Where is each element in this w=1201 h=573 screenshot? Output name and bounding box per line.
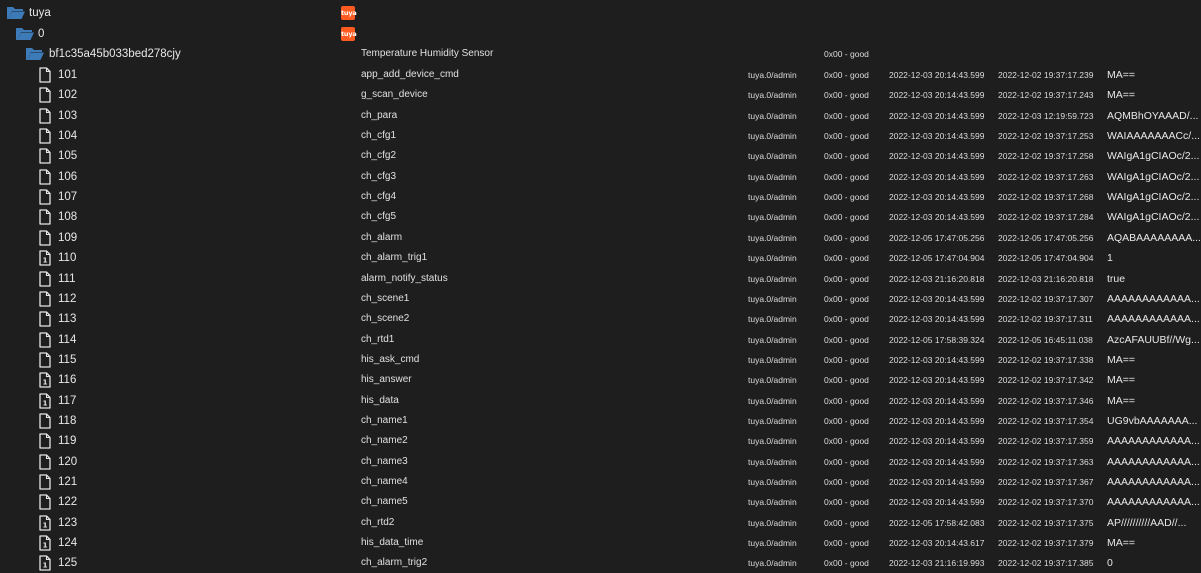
state-role: tuya.0/admin (748, 558, 797, 568)
tree-row-state[interactable] (0, 330, 1200, 350)
state-timestamp: 2022-12-03 20:14:43.599 (889, 131, 985, 141)
state-role: tuya.0/admin (748, 355, 797, 365)
state-last-change: 2022-12-02 19:37:17.263 (998, 172, 1094, 182)
file-icon (35, 207, 55, 227)
node-description: Temperature Humidity Sensor (361, 48, 494, 59)
state-quality: 0x00 - good (824, 457, 869, 467)
tree-row-state[interactable] (0, 65, 1200, 85)
tree-row-state[interactable] (0, 207, 1200, 227)
state-id: 125 (58, 557, 78, 569)
node-label: bf1c35a45b033bed278cjy (49, 48, 181, 60)
state-timestamp: 2022-12-03 20:14:43.599 (889, 436, 985, 446)
state-last-change: 2022-12-02 19:37:17.367 (998, 477, 1094, 487)
state-name: ch_cfg1 (361, 130, 397, 141)
state-value[interactable]: AzcAFAUUBf//Wg... (1107, 334, 1200, 346)
state-timestamp: 2022-12-03 20:14:43.599 (889, 375, 985, 385)
state-last-change: 2022-12-02 19:37:17.311 (998, 314, 1093, 324)
state-role: tuya.0/admin (748, 416, 797, 426)
svg-text:1: 1 (42, 399, 48, 408)
tree-row-state[interactable] (0, 126, 1200, 146)
state-value[interactable]: AAAAAAAAAAAA... (1107, 313, 1200, 325)
file-icon (35, 309, 55, 329)
state-timestamp: 2022-12-05 17:47:05.256 (889, 233, 985, 243)
state-value[interactable]: AP//////////AAD//... (1107, 517, 1187, 529)
number-file-icon (35, 513, 55, 533)
state-role: tuya.0/admin (748, 518, 797, 528)
state-quality: 0x00 - good (824, 172, 869, 182)
state-timestamp: 2022-12-03 20:14:43.617 (889, 538, 985, 548)
tree-row-instance[interactable] (0, 24, 1200, 44)
state-quality: 0x00 - good (824, 314, 869, 324)
state-name: ch_cfg4 (361, 191, 397, 202)
state-name: ch_cfg5 (361, 211, 397, 222)
tree-row-state[interactable] (0, 431, 1200, 451)
state-quality: 0x00 - good (824, 375, 869, 385)
node-label: 0 (38, 28, 45, 40)
file-icon (35, 126, 55, 146)
state-quality: 0x00 - good (824, 355, 869, 365)
tree-row-state[interactable] (0, 370, 1200, 390)
state-timestamp: 2022-12-03 20:14:43.599 (889, 477, 985, 487)
state-quality: 0x00 - good (824, 131, 869, 141)
state-name: ch_cfg2 (361, 150, 397, 161)
file-icon (35, 289, 55, 309)
state-role: tuya.0/admin (748, 131, 797, 141)
state-quality: 0x00 - good (824, 335, 869, 345)
state-last-change: 2022-12-02 19:37:17.385 (998, 558, 1094, 568)
svg-text:1: 1 (42, 561, 48, 570)
state-id: 106 (58, 171, 78, 183)
file-icon (35, 492, 55, 512)
tree-row-state[interactable] (0, 187, 1200, 207)
state-role: tuya.0/admin (748, 375, 797, 385)
state-last-change: 2022-12-02 19:37:17.307 (998, 294, 1094, 304)
file-icon (35, 228, 55, 248)
state-name: ch_scene1 (361, 293, 410, 304)
state-name: ch_name3 (361, 456, 408, 467)
file-icon (35, 187, 55, 207)
state-last-change: 2022-12-02 19:37:17.342 (998, 375, 1094, 385)
tree-row-state[interactable] (0, 472, 1200, 492)
state-value[interactable]: WAIgA1gCIAOc/2... (1107, 211, 1200, 223)
state-last-change: 2022-12-02 19:37:17.253 (998, 131, 1094, 141)
tree-row-state[interactable] (0, 513, 1200, 533)
folder-open-icon[interactable] (6, 3, 26, 23)
state-last-change: 2022-12-02 19:37:17.258 (998, 151, 1094, 161)
state-quality: 0x00 - good (824, 416, 869, 426)
state-timestamp: 2022-12-05 17:58:39.324 (889, 335, 985, 345)
tuya-logo-icon: tuya (341, 6, 355, 20)
state-value[interactable]: MA== (1107, 89, 1136, 101)
state-id: 103 (58, 110, 78, 122)
state-name: ch_rtd2 (361, 517, 395, 528)
state-timestamp: 2022-12-03 21:16:20.818 (889, 274, 985, 284)
state-id: 108 (58, 211, 78, 223)
tree-row-state[interactable] (0, 391, 1200, 411)
state-value[interactable]: MA== (1107, 537, 1136, 549)
tree-row-state[interactable] (0, 350, 1200, 370)
state-role: tuya.0/admin (748, 314, 797, 324)
state-timestamp: 2022-12-03 20:14:43.599 (889, 151, 985, 161)
state-quality: 0x00 - good (824, 396, 869, 406)
state-id: 113 (58, 313, 77, 325)
state-name: ch_name5 (361, 496, 408, 507)
state-id: 120 (58, 456, 78, 468)
state-id: 102 (58, 89, 78, 101)
state-name: ch_name2 (361, 435, 408, 446)
state-value[interactable]: AAAAAAAAAAAA... (1107, 293, 1200, 305)
state-id: 109 (58, 232, 78, 244)
tree-row-state[interactable] (0, 492, 1200, 512)
state-last-change: 2022-12-02 19:37:17.346 (998, 396, 1094, 406)
state-role: tuya.0/admin (748, 294, 797, 304)
state-role: tuya.0/admin (748, 436, 797, 446)
state-id: 123 (58, 517, 78, 529)
state-id: 121 (58, 476, 78, 488)
tree-row-state[interactable] (0, 309, 1200, 329)
state-name: alarm_notify_status (361, 273, 448, 284)
state-name: ch_alarm_trig2 (361, 557, 428, 568)
state-last-change: 2022-12-02 19:37:17.359 (998, 436, 1094, 446)
state-last-change: 2022-12-05 17:47:04.904 (998, 253, 1094, 263)
state-name: ch_name4 (361, 476, 408, 487)
state-role: tuya.0/admin (748, 335, 797, 345)
tree-row-state[interactable] (0, 452, 1200, 472)
svg-text:1: 1 (42, 378, 48, 387)
state-timestamp: 2022-12-03 20:14:43.599 (889, 294, 985, 304)
number-file-icon (35, 248, 55, 268)
state-quality: 0x00 - good (824, 233, 869, 243)
state-value[interactable]: MA== (1107, 395, 1136, 407)
state-last-change: 2022-12-02 19:37:17.268 (998, 192, 1094, 202)
state-id: 112 (58, 293, 77, 305)
state-value[interactable]: AAAAAAAAAAAA... (1107, 435, 1200, 447)
state-quality: 0x00 - good (824, 70, 869, 80)
state-timestamp: 2022-12-03 20:14:43.599 (889, 416, 985, 426)
state-name: ch_rtd1 (361, 334, 395, 345)
number-file-icon (35, 553, 55, 573)
state-quality: 0x00 - good (824, 538, 869, 548)
state-value[interactable]: UG9vbAAAAAAA... (1107, 415, 1198, 427)
tree-row-state[interactable] (0, 146, 1200, 166)
state-value[interactable]: AAAAAAAAAAAA... (1107, 456, 1200, 468)
state-value[interactable]: WAIAAAAAAACc/... (1107, 130, 1200, 142)
state-quality: 0x00 - good (824, 436, 869, 446)
state-quality: 0x00 - good (824, 253, 869, 263)
file-icon (35, 65, 55, 85)
state-role: tuya.0/admin (748, 497, 797, 507)
state-value[interactable]: MA== (1107, 354, 1136, 366)
state-quality: 0x00 - good (824, 477, 869, 487)
tree-row-state[interactable] (0, 85, 1200, 105)
state-id: 110 (58, 252, 77, 264)
state-name: ch_alarm (361, 232, 403, 243)
state-last-change: 2022-12-02 19:37:17.375 (998, 518, 1094, 528)
state-value[interactable]: 1 (1107, 252, 1113, 264)
tree-row-state[interactable] (0, 553, 1200, 573)
state-value[interactable]: WAIgA1gCIAOc/2... (1107, 171, 1200, 183)
state-timestamp: 2022-12-03 20:14:43.599 (889, 70, 985, 80)
file-icon (35, 431, 55, 451)
file-icon (35, 330, 55, 350)
state-value[interactable]: WAIgA1gCIAOc/2... (1107, 191, 1200, 203)
state-name: ch_cfg3 (361, 171, 397, 182)
state-role: tuya.0/admin (748, 396, 797, 406)
state-role: tuya.0/admin (748, 212, 797, 222)
svg-text:1: 1 (42, 541, 48, 550)
tree-row-state[interactable] (0, 248, 1200, 268)
file-icon (35, 167, 55, 187)
state-last-change: 2022-12-03 21:16:20.818 (998, 274, 1094, 284)
state-quality: 0x00 - good (824, 151, 869, 161)
state-role: tuya.0/admin (748, 457, 797, 467)
state-name: ch_name1 (361, 415, 408, 426)
state-quality: 0x00 - good (824, 497, 869, 507)
state-name: his_answer (361, 374, 412, 385)
state-value[interactable]: AQABAAAAAAAA... (1107, 232, 1201, 244)
state-role: tuya.0/admin (748, 151, 797, 161)
state-role: tuya.0/admin (748, 111, 797, 121)
state-timestamp: 2022-12-03 20:14:43.599 (889, 497, 985, 507)
state-last-change: 2022-12-05 16:45:11.038 (998, 335, 1093, 345)
state-last-change: 2022-12-02 19:37:17.284 (998, 212, 1094, 222)
state-value[interactable]: AQMBhOYAAAD/... (1107, 110, 1199, 122)
state-quality: 0x00 - good (824, 274, 869, 284)
state-timestamp: 2022-12-03 20:14:43.599 (889, 192, 985, 202)
state-id: 114 (58, 334, 77, 346)
state-id: 122 (58, 496, 78, 508)
tree-row-adapter[interactable] (0, 3, 1200, 23)
state-name: ch_para (361, 110, 398, 121)
state-last-change: 2022-12-02 19:37:17.370 (998, 497, 1094, 507)
state-role: tuya.0/admin (748, 253, 797, 263)
tuya-logo-icon: tuya (341, 27, 355, 41)
state-timestamp: 2022-12-03 20:14:43.599 (889, 172, 985, 182)
state-last-change: 2022-12-05 17:47:05.256 (998, 233, 1094, 243)
state-timestamp: 2022-12-03 20:14:43.599 (889, 212, 985, 222)
state-timestamp: 2022-12-03 20:14:43.599 (889, 111, 985, 121)
state-id: 118 (58, 415, 77, 427)
state-last-change: 2022-12-02 19:37:17.338 (998, 355, 1094, 365)
state-id: 111 (58, 273, 76, 285)
state-id: 107 (58, 191, 78, 203)
state-name: g_scan_device (361, 89, 428, 100)
state-timestamp: 2022-12-03 21:16:19.993 (889, 558, 985, 568)
state-id: 124 (58, 537, 78, 549)
state-role: tuya.0/admin (748, 192, 797, 202)
state-quality: 0x00 - good (824, 558, 869, 568)
state-value[interactable]: MA== (1107, 374, 1136, 386)
tree-row-state[interactable] (0, 106, 1200, 126)
state-timestamp: 2022-12-03 20:14:43.599 (889, 90, 985, 100)
node-label: tuya (29, 7, 51, 19)
state-value[interactable]: MA== (1107, 69, 1136, 81)
state-quality: 0x00 - good (824, 518, 869, 528)
state-role: tuya.0/admin (748, 90, 797, 100)
state-id: 105 (58, 150, 78, 162)
tree-row-state[interactable] (0, 289, 1200, 309)
file-icon (35, 472, 55, 492)
tree-row-state[interactable] (0, 411, 1200, 431)
file-icon (35, 146, 55, 166)
tree-row-state[interactable] (0, 167, 1200, 187)
state-id: 119 (58, 435, 77, 447)
file-icon (35, 350, 55, 370)
state-role: tuya.0/admin (748, 70, 797, 80)
state-value[interactable]: 0 (1107, 557, 1113, 569)
state-last-change: 2022-12-02 19:37:17.243 (998, 90, 1094, 100)
state-quality: 0x00 - good (824, 294, 869, 304)
state-name: ch_alarm_trig1 (361, 252, 428, 263)
state-quality: 0x00 - good (824, 212, 869, 222)
number-file-icon (35, 391, 55, 411)
state-value[interactable]: true (1107, 273, 1126, 285)
state-timestamp: 2022-12-05 17:47:04.904 (889, 253, 985, 263)
file-icon (35, 85, 55, 105)
state-role: tuya.0/admin (748, 477, 797, 487)
file-icon (35, 106, 55, 126)
state-role: tuya.0/admin (748, 274, 797, 284)
tree-row-device[interactable] (0, 44, 1200, 64)
state-id: 101 (58, 69, 78, 81)
state-name: his_data_time (361, 537, 424, 548)
state-last-change: 2022-12-02 19:37:17.354 (998, 416, 1094, 426)
state-last-change: 2022-12-02 19:37:17.239 (998, 70, 1094, 80)
state-name: his_data (361, 395, 399, 406)
file-icon (35, 452, 55, 472)
state-last-change: 2022-12-02 19:37:17.379 (998, 538, 1094, 548)
node-quality: 0x00 - good (824, 49, 869, 59)
state-value[interactable]: AAAAAAAAAAAA... (1107, 496, 1200, 508)
state-value[interactable]: AAAAAAAAAAAA... (1107, 476, 1200, 488)
state-quality: 0x00 - good (824, 192, 869, 202)
state-id: 104 (58, 130, 78, 142)
state-id: 116 (58, 374, 77, 386)
state-last-change: 2022-12-03 12:19:59.723 (998, 111, 1094, 121)
state-role: tuya.0/admin (748, 233, 797, 243)
state-quality: 0x00 - good (824, 111, 869, 121)
state-id: 117 (58, 395, 77, 407)
state-role: tuya.0/admin (748, 538, 797, 548)
state-name: ch_scene2 (361, 313, 410, 324)
number-file-icon (35, 370, 55, 390)
state-name: his_ask_cmd (361, 354, 420, 365)
tree-row-state[interactable] (0, 269, 1200, 289)
state-quality: 0x00 - good (824, 90, 869, 100)
svg-text:1: 1 (42, 256, 48, 265)
tree-row-state[interactable] (0, 533, 1200, 553)
state-id: 115 (58, 354, 77, 366)
state-timestamp: 2022-12-03 20:14:43.599 (889, 396, 985, 406)
state-value[interactable]: WAIgA1gCIAOc/2... (1107, 150, 1200, 162)
state-timestamp: 2022-12-03 20:14:43.599 (889, 355, 985, 365)
file-icon (35, 269, 55, 289)
tree-row-state[interactable] (0, 228, 1200, 248)
file-icon (35, 411, 55, 431)
state-timestamp: 2022-12-03 20:14:43.599 (889, 314, 985, 324)
folder-open-icon[interactable] (15, 24, 35, 44)
state-timestamp: 2022-12-03 20:14:43.599 (889, 457, 985, 467)
state-last-change: 2022-12-02 19:37:17.363 (998, 457, 1094, 467)
number-file-icon (35, 533, 55, 553)
folder-open-icon[interactable] (25, 44, 45, 64)
state-timestamp: 2022-12-05 17:58:42.083 (889, 518, 985, 528)
state-role: tuya.0/admin (748, 172, 797, 182)
svg-text:1: 1 (42, 521, 48, 530)
state-name: app_add_device_cmd (361, 69, 459, 80)
